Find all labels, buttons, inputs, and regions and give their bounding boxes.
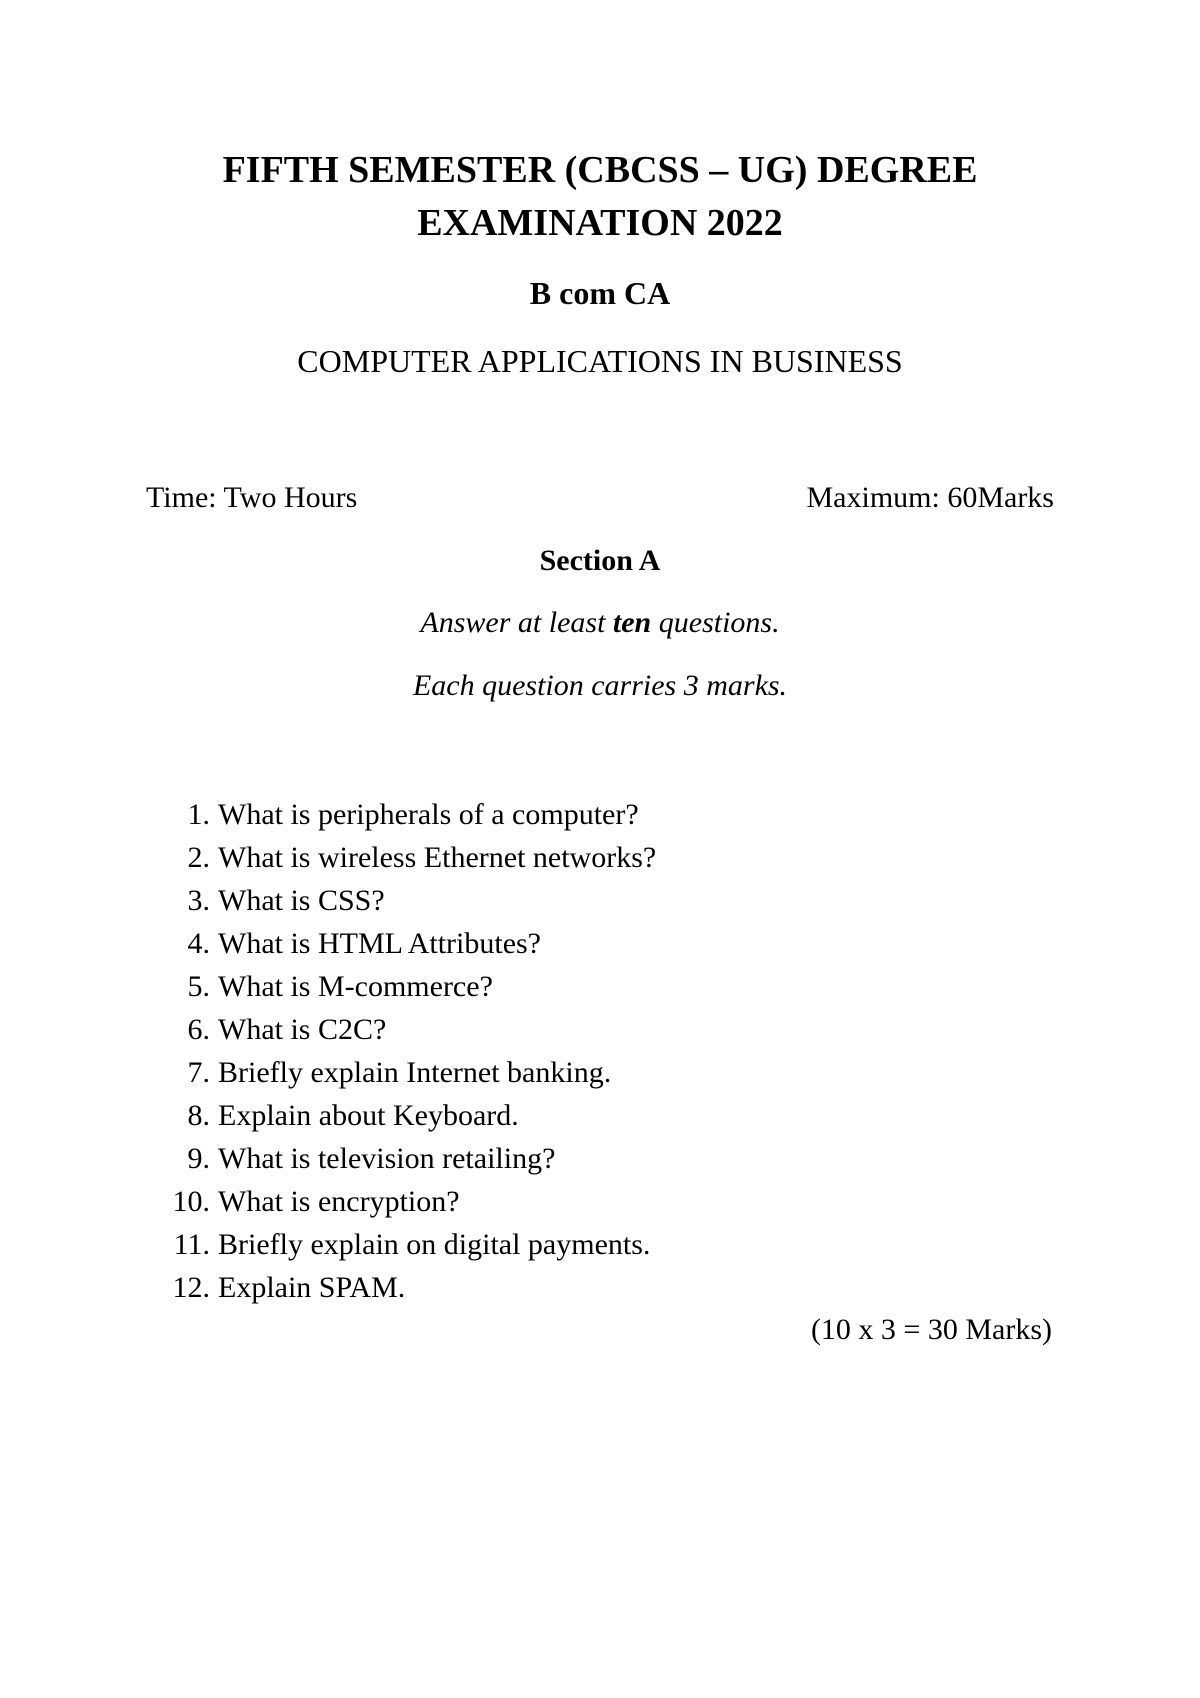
- question-number: 9.: [187, 1142, 210, 1175]
- question-number: 11.: [173, 1228, 210, 1261]
- question-item: [170, 922, 656, 965]
- question-number: 1.: [187, 798, 210, 831]
- question-item: [170, 793, 656, 836]
- instruction-pre: Answer at least: [420, 606, 613, 639]
- question-text: What is peripherals of a computer?: [218, 798, 639, 831]
- question-number: 8.: [187, 1099, 210, 1132]
- section-title: Section A: [539, 544, 661, 577]
- question-item: [170, 1051, 656, 1094]
- question-item: [170, 1094, 656, 1137]
- maximum-marks: Maximum: 60Marks: [806, 481, 1054, 514]
- question-number: 6.: [187, 1013, 210, 1046]
- question-item: [170, 1223, 656, 1266]
- instruction-emphasis: ten: [612, 606, 652, 639]
- question-text: What is C2C?: [218, 1013, 387, 1046]
- question-text: What is television retailing?: [218, 1142, 556, 1175]
- question-list: [170, 793, 656, 1309]
- instruction-post: questions.: [651, 606, 780, 639]
- question-text: Briefly explain on digital payments.: [218, 1228, 651, 1261]
- question-item: [170, 1266, 656, 1309]
- question-item: [170, 1137, 656, 1180]
- question-number: 7.: [187, 1056, 210, 1089]
- question-text: What is wireless Ethernet networks?: [218, 841, 657, 874]
- question-item: [170, 965, 656, 1008]
- section-marks-summary: (10 x 3 = 30 Marks): [810, 1313, 1052, 1346]
- exam-title-line-1: FIFTH SEMESTER (CBCSS – UG) DEGREE: [222, 149, 978, 191]
- question-text: What is M-commerce?: [218, 970, 493, 1003]
- question-text: Briefly explain Internet banking.: [218, 1056, 612, 1089]
- question-text: What is CSS?: [218, 884, 385, 917]
- instruction-marks-each: Each question carries 3 marks.: [412, 669, 788, 702]
- question-number: 12.: [172, 1271, 210, 1304]
- question-number: 3.: [187, 884, 210, 917]
- question-item: [170, 1180, 656, 1223]
- instruction-answer-count: [0, 605, 1200, 641]
- question-item: [170, 879, 656, 922]
- question-text: Explain SPAM.: [218, 1271, 406, 1304]
- exam-title-line-2: EXAMINATION 2022: [417, 202, 783, 244]
- question-number: 10.: [172, 1185, 210, 1218]
- question-text: What is encryption?: [218, 1185, 460, 1218]
- question-text: What is HTML Attributes?: [218, 927, 541, 960]
- exam-duration: Time: Two Hours: [146, 481, 358, 514]
- question-text: Explain about Keyboard.: [218, 1099, 519, 1132]
- question-number: 2.: [187, 841, 210, 874]
- paper-name: COMPUTER APPLICATIONS IN BUSINESS: [297, 343, 903, 379]
- question-number: 5.: [187, 970, 210, 1003]
- course-name: B com CA: [529, 275, 671, 311]
- question-item: [170, 1008, 656, 1051]
- question-item: [170, 836, 656, 879]
- question-number: 4.: [187, 927, 210, 960]
